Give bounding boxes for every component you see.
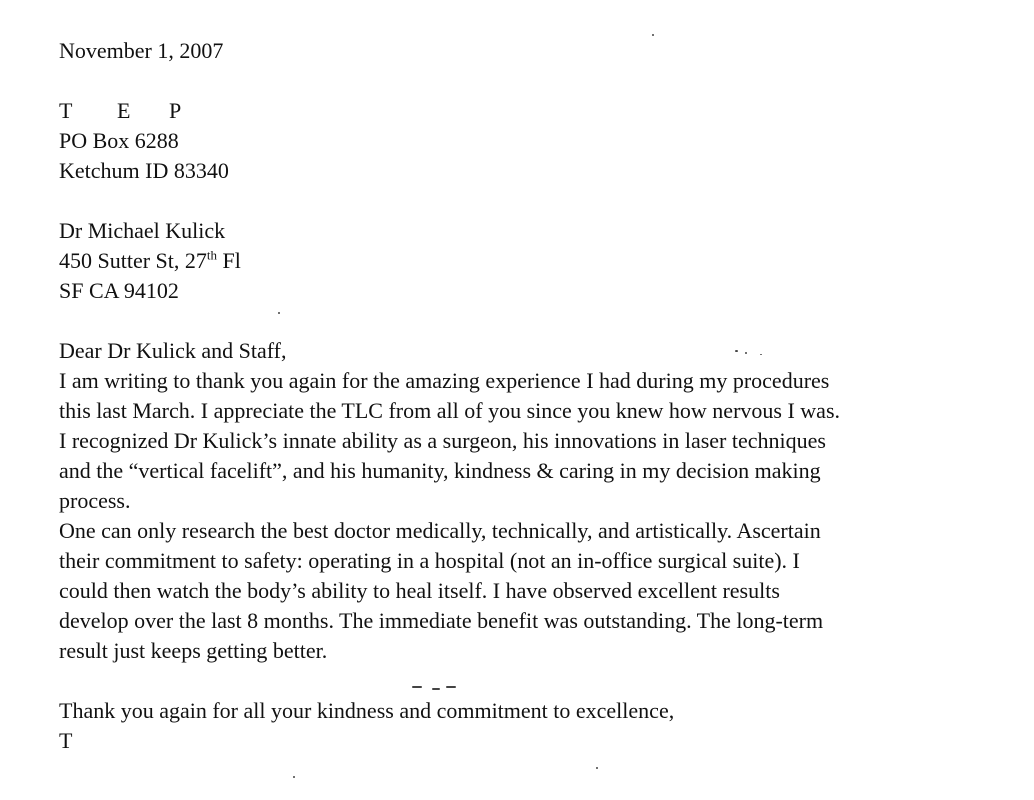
recipient-street: [59, 246, 1019, 276]
sender-po-box: PO Box 6288: [59, 128, 179, 153]
salutation: Dear Dr Kulick and Staff,: [59, 338, 287, 363]
recipient-street-suffix: Fl: [217, 248, 241, 273]
recipient-street-ordinal: th: [206, 247, 218, 263]
scan-speck: [596, 767, 598, 769]
letter-body: [59, 366, 1019, 666]
sender-initial-middle: E: [117, 98, 131, 123]
sender-address: [59, 96, 1019, 186]
scan-speck: [293, 776, 295, 778]
scan-speck: [745, 352, 747, 354]
spacer: [59, 306, 1019, 336]
body-line: I recognized Dr Kulick’s innate ability as a surgeon, his innovations in laser techniques: [59, 428, 826, 453]
letter-date: November 1, 2007: [59, 38, 224, 63]
recipient-name: Dr Michael Kulick: [59, 218, 226, 243]
body-line: result just keeps getting better.: [59, 638, 328, 663]
body-line: and the “vertical facelift”, and his humanity, kindness & caring in my decision making: [59, 458, 821, 483]
scan-speck: [432, 688, 440, 690]
spacer: [59, 666, 1019, 696]
body-line: could then watch the body’s ability to heal itself. I have observed excellent results: [59, 578, 780, 603]
body-line: their commitment to safety: operating in a hospital (not an in-office surgical suite). I: [59, 548, 800, 573]
spacer: [59, 66, 1019, 96]
recipient-city-state-zip: SF CA 94102: [59, 278, 179, 303]
sender-city-state-zip: Ketchum ID 83340: [59, 158, 229, 183]
sender-initial-first: T: [59, 98, 73, 123]
scan-speck: [652, 34, 654, 36]
letter-page: [59, 36, 1019, 756]
spacer: [59, 186, 1019, 216]
signature: T: [59, 728, 73, 753]
scan-speck: [446, 686, 456, 688]
recipient-street-main: 450 Sutter St, 27: [59, 248, 207, 273]
body-line: this last March. I appreciate the TLC from all of you since you knew how nervous I was.: [59, 398, 840, 423]
closing: Thank you again for all your kindness and commitment to excellence,: [59, 698, 675, 723]
scan-speck: [735, 350, 738, 352]
body-line: I am writing to thank you again for the amazing experience I had during my procedures: [59, 368, 830, 393]
body-line: develop over the last 8 months. The immediate benefit was outstanding. The long-term: [59, 608, 824, 633]
recipient-address: [59, 216, 1019, 306]
sender-initial-last: P: [169, 98, 182, 123]
scan-speck: [760, 354, 762, 355]
scan-speck: [412, 686, 422, 688]
sender-initials: [59, 96, 1019, 126]
scan-speck: [278, 312, 280, 314]
body-line: One can only research the best doctor medically, technically, and artistically. Ascertain: [59, 518, 821, 543]
body-line: process.: [59, 488, 131, 513]
